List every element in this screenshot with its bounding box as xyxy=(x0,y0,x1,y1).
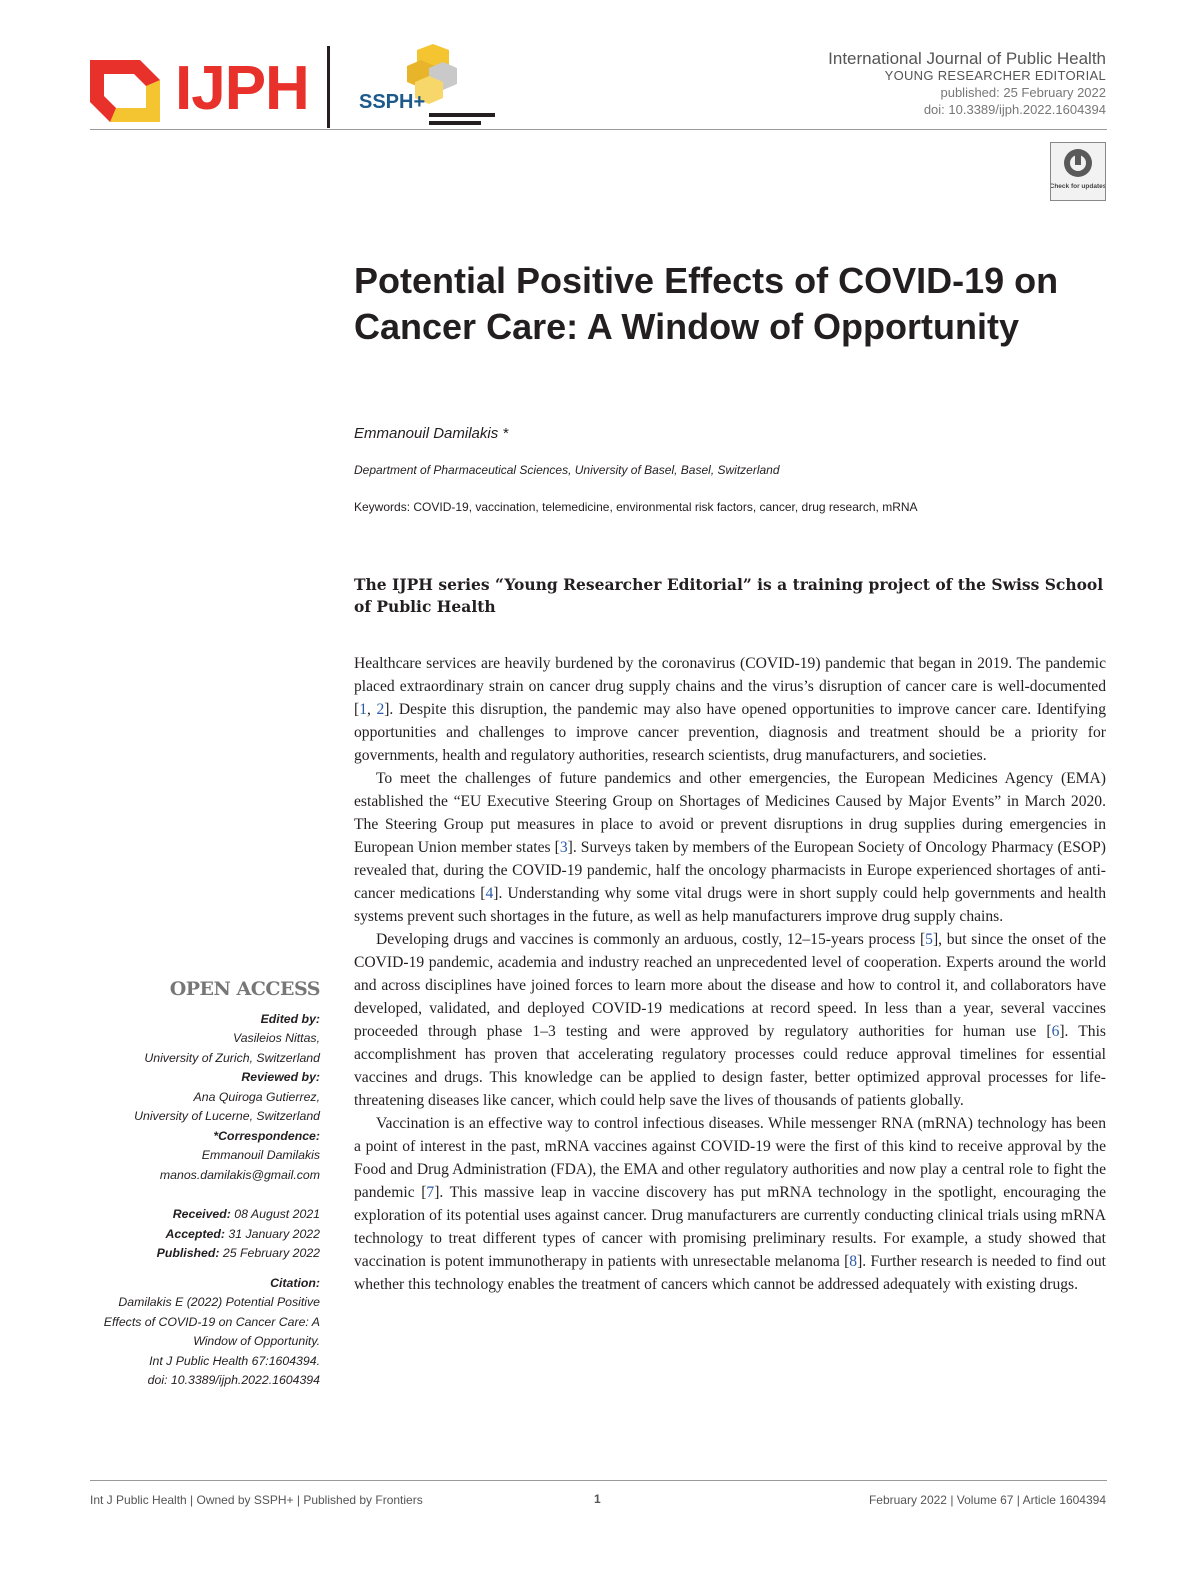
body-paragraph xyxy=(354,652,1106,767)
author-name[interactable]: Emmanouil Damilakis * xyxy=(354,425,509,442)
citation-line: Damilakis E (2022) Potential Positive xyxy=(118,1295,320,1309)
author-affiliation: Department of Pharmaceutical Sciences, University of Basel, Basel, Switzerland xyxy=(354,463,780,477)
published-line: Published: 25 February 2022 xyxy=(156,1246,320,1260)
body-text: Vaccination is an effective way to control infectious diseases. While messenger RNA (mRNA) technology has been a point of interest in the past, mRNA vaccines against COVID-19 were the first of this kind to receive approval by the Food and Drug Administration (FDA), the EMA and other regulatory authorities and now play a central role to fight the pandemic [ xyxy=(354,1115,1106,1201)
footer-volume-info: February 2022 | Volume 67 | Article 1604394 xyxy=(868,1493,1106,1507)
reference-link[interactable]: 8 xyxy=(849,1253,858,1270)
footer-journal-info: Int J Public Health | Owned by SSPH+ | Published by Frontiers xyxy=(90,1493,423,1507)
keywords: Keywords: COVID-19, vaccination, telemedicine, environmental risk factors, cancer, drug research, mRNA xyxy=(354,500,918,514)
reference-link[interactable]: 6 xyxy=(1051,1023,1060,1040)
body-text: ]. This accomplishment has proven that accelerating regulatory processes could reduce approval timelines for essential vaccines and drugs. This knowledge can be applied to design faster, better optimized approval processes for life-threatening diseases like cancer, which could help save the lives of thousands of patients globally. xyxy=(354,1023,1107,1109)
body-text: ]. Understanding why some vital drugs were in short supply could help governments and health systems prevent such shortages in the future, as well as help manufacturers improve drug supply chains. xyxy=(354,885,1107,925)
body-paragraph xyxy=(354,767,1106,928)
reference-link[interactable]: 2 xyxy=(376,701,385,718)
citation-line: doi: 10.3389/ijph.2022.1604394 xyxy=(147,1373,320,1387)
citation-line: Window of Opportunity. xyxy=(193,1334,320,1348)
editor-name: Vasileios Nittas, xyxy=(232,1031,320,1045)
footer-divider xyxy=(90,1480,1107,1481)
reviewer-affiliation: University of Lucerne, Switzerland xyxy=(134,1109,320,1123)
article-title: Potential Positive Effects of COVID-19 on Cancer Care: A Window of Opportunity xyxy=(354,260,1059,347)
body-text: , xyxy=(367,701,377,718)
body-paragraph xyxy=(354,1112,1106,1296)
body-text: ]. This massive leap in vaccine discovery has put mRNA technology in the spotlight, encouraging the exploration of its potential uses against cancer. Drug manufacturers are currently conducting clinical trials using mRNA technology to treat different types of cancer with promising preliminary results. For example, a study showed that vaccination is potent immunotherapy in patients with unresectable melanoma [ xyxy=(354,1184,1106,1270)
ijph-logo-mark xyxy=(90,52,160,122)
logo-divider xyxy=(327,46,330,128)
accepted-line: Accepted: 31 January 2022 xyxy=(165,1226,320,1241)
reference-link[interactable]: 4 xyxy=(485,885,494,902)
body-text: ]. Surveys taken by members of the European Society of Oncology Pharmacy (ESOP) revealed that, during the COVID-19 pandemic, half the oncology pharmacists in Europe experienced shortages of anti-cancer medications [ xyxy=(354,839,1106,902)
correspondence-label: *Correspondence: xyxy=(213,1128,320,1143)
ssph-logo-text: SSPH+ xyxy=(359,91,426,113)
article-type: YOUNG RESEARCHER EDITORIAL xyxy=(884,68,1106,83)
citation-line: Int J Public Health 67:1604394. xyxy=(149,1353,320,1368)
article-body xyxy=(354,652,1106,1296)
reference-link[interactable]: 7 xyxy=(426,1184,435,1201)
body-text: To meet the challenges of future pandemics and other emergencies, the European Medicines Agency (EMA) established the “EU Executive Steering Group on Shortages of Medicines Caused by Major Events” in March 2020. The Steering Group put measures in place to avoid or prevent disruptions in drug supplies during emergencies in European Union member states [ xyxy=(354,770,1106,856)
ijph-logo-text: IJPH xyxy=(175,54,309,123)
reference-link[interactable]: 3 xyxy=(559,839,568,856)
editor-affiliation: University of Zurich, Switzerland xyxy=(144,1050,320,1065)
reference-link[interactable]: 5 xyxy=(925,931,933,948)
correspondence-name: Emmanouil Damilakis xyxy=(201,1148,320,1162)
page-number: 1 xyxy=(594,1492,601,1506)
correspondence-email[interactable]: manos.damilakis@gmail.com xyxy=(159,1167,320,1182)
check-updates-icon xyxy=(1051,143,1105,200)
citation-line: Effects of COVID-19 on Cancer Care: A xyxy=(103,1314,320,1329)
open-access-label: OPEN ACCESS xyxy=(169,978,320,1000)
series-note: The IJPH series “Young Researcher Editorial” is a training project of the Swiss School of Public Health xyxy=(354,575,1104,616)
body-text: Developing drugs and vaccines is commonly an arduous, costly, 12–15-years process [ xyxy=(376,931,926,948)
body-text: Healthcare services are heavily burdened by the coronavirus (COVID-19) pandemic that began in 2019. The pandemic placed extraordinary strain on cancer drug supply chains and the virus’s disruption of cancer care is well-documented [ xyxy=(354,655,1106,718)
citation-label: Citation: xyxy=(270,1275,320,1290)
reference-link[interactable]: 1 xyxy=(359,701,367,718)
received-line: Received: 08 August 2021 xyxy=(172,1207,320,1221)
reviewer-name: Ana Quiroga Gutierrez, xyxy=(193,1089,320,1104)
body-text: ], but since the onset of the COVID-19 pandemic, academia and industry reached an unprecedented level of cooperation. Experts around the world and across disciplines have joined forces to learn more about the disease and how to control it, and collaborators have developed, validated, and deployed COVID-19 medications at record speed. In less than a year, several vaccines proceeded through phase 1–3 testing and were approved by regulatory authorities for human use [ xyxy=(354,931,1106,1040)
published-date: published: 25 February 2022 xyxy=(940,85,1106,100)
ssph-logo xyxy=(355,44,505,134)
journal-header xyxy=(828,50,1106,118)
edited-by-label: Edited by: xyxy=(260,1011,320,1026)
article-info-sidebar xyxy=(60,980,320,1391)
check-updates-label: Check for updates xyxy=(1051,183,1105,190)
body-text: ]. Further research is needed to find out whether this technology enables the treatment of cancers which cannot be addressed adequately with existing drugs. xyxy=(354,1253,1106,1293)
check-for-updates-button[interactable] xyxy=(1050,142,1106,201)
body-text: ]. Despite this disruption, the pandemic may also have opened opportunities to improve cancer care. Identifying opportunities and challenges to improve cancer prevention, diagnosis and treatment should be a priority for governments, health and regulatory authorities, research scientists, drug manufacturers, and societies. xyxy=(354,701,1106,764)
body-paragraph xyxy=(354,928,1106,1112)
header-divider xyxy=(90,129,1107,130)
journal-name: International Journal of Public Health xyxy=(828,49,1106,68)
doi-link[interactable]: doi: 10.3389/ijph.2022.1604394 xyxy=(923,102,1106,117)
reviewed-by-label: Reviewed by: xyxy=(241,1070,320,1084)
